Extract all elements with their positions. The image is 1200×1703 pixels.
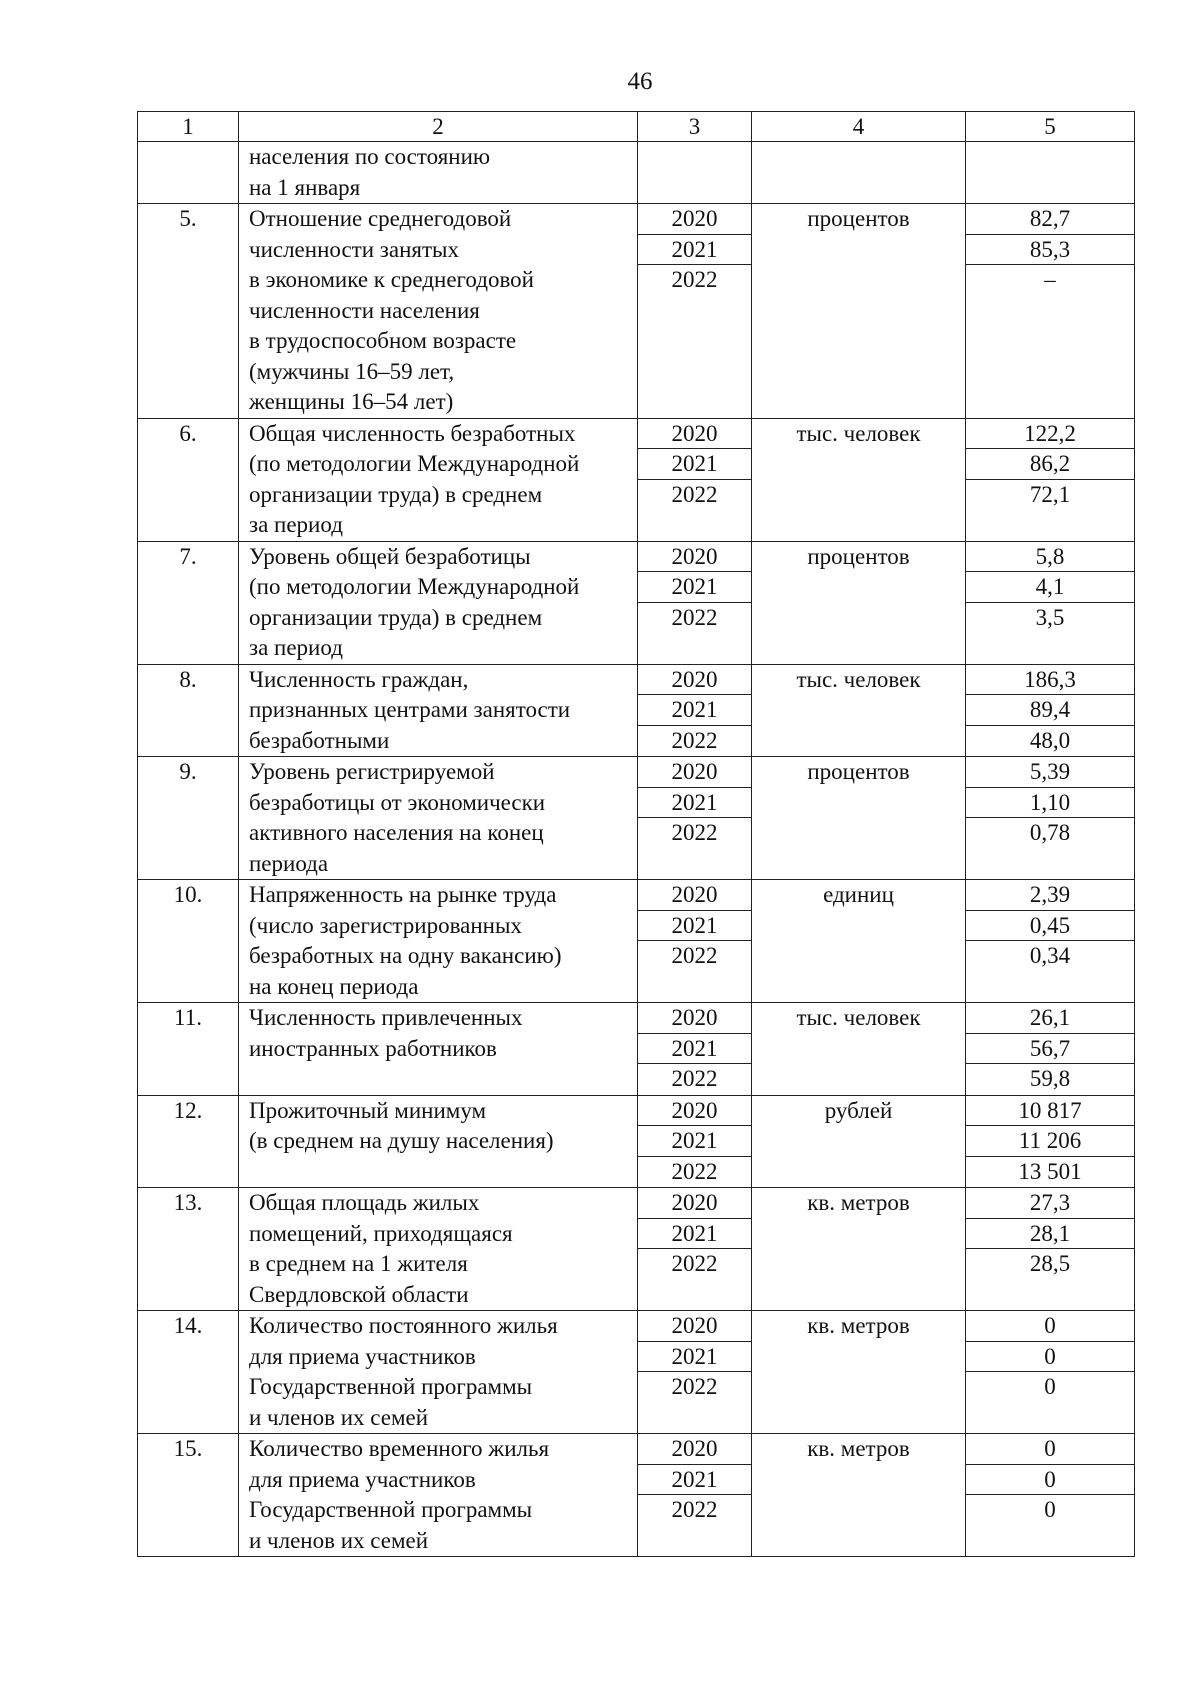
row-number: 5. xyxy=(138,204,239,419)
value: 0,78 xyxy=(1029,820,1071,845)
description-line: (по методологии Международной xyxy=(249,451,580,476)
year-cell xyxy=(638,541,752,664)
indicator-row xyxy=(138,880,1135,1003)
year: 2021 xyxy=(638,1465,751,1496)
year: 2020 xyxy=(638,1311,751,1342)
year: 2021 xyxy=(638,695,751,726)
value: 56,7 xyxy=(966,1034,1134,1065)
description-line: Уровень общей безработицы xyxy=(249,543,531,569)
year-cell xyxy=(638,1311,752,1434)
year: 2021 xyxy=(638,788,751,819)
indicator-row xyxy=(138,204,1135,419)
value: 28,5 xyxy=(1029,1251,1071,1276)
unit: кв. метров xyxy=(752,1434,966,1557)
description-line: организации труда) в среднем xyxy=(249,604,543,630)
description-line: (по методологии Международной xyxy=(249,574,580,599)
year: 2021 xyxy=(638,1126,751,1157)
year: 2020 xyxy=(638,665,751,696)
unit: кв. метров xyxy=(752,1311,966,1434)
page-number: 46 xyxy=(627,68,653,95)
value: 122,2 xyxy=(966,419,1134,450)
row-number: 6. xyxy=(138,418,239,541)
value-cell xyxy=(966,1095,1135,1188)
description-line: Уровень регистрируемой xyxy=(249,759,495,784)
description-line: (в среднем на душу населения) xyxy=(249,1128,554,1153)
row-number: 11. xyxy=(138,1003,239,1096)
year: 2022 xyxy=(671,727,718,753)
unit: тыс. человек xyxy=(752,418,966,541)
value-cell xyxy=(966,1188,1135,1311)
indicator-row xyxy=(138,1434,1135,1557)
description-line: для приема участников xyxy=(249,1466,476,1492)
value: 5,8 xyxy=(966,542,1134,573)
value: 13 501 xyxy=(1018,1158,1082,1184)
year: 2020 xyxy=(638,204,751,235)
description-line: Численность привлеченных xyxy=(249,1005,523,1030)
description-line: (число зарегистрированных xyxy=(249,912,522,938)
year-cell xyxy=(638,1434,752,1557)
year: 2020 xyxy=(638,1434,751,1465)
indicator-row xyxy=(138,757,1135,880)
description-line: организации труда) в среднем xyxy=(249,481,543,507)
value: 72,1 xyxy=(1029,481,1071,507)
description-line: Численность граждан, xyxy=(249,666,469,692)
indicator-row xyxy=(138,664,1135,757)
year: 2020 xyxy=(638,880,751,911)
indicator-row xyxy=(138,1003,1135,1096)
description-line: Количество временного жилья xyxy=(249,1436,550,1461)
indicator-row xyxy=(138,1188,1135,1311)
column-number: 3 xyxy=(638,112,752,142)
value: 1,10 xyxy=(966,788,1134,819)
value: 0,45 xyxy=(966,911,1134,942)
value: 0 xyxy=(1044,1497,1056,1522)
description-line: населения по состоянию xyxy=(249,144,491,169)
value: 186,3 xyxy=(966,665,1134,696)
year: 2020 xyxy=(638,1188,751,1219)
row-number: 8. xyxy=(138,664,239,757)
value: 48,0 xyxy=(1029,727,1071,753)
row-number: 10. xyxy=(138,880,239,1003)
year: 2021 xyxy=(638,1034,751,1065)
year-cell xyxy=(638,204,752,419)
value-cell xyxy=(966,418,1135,541)
value-cell xyxy=(966,1003,1135,1096)
value: 27,3 xyxy=(966,1188,1134,1219)
value: 4,1 xyxy=(966,572,1134,603)
year: 2020 xyxy=(638,757,751,788)
unit: тыс. человек xyxy=(752,1003,966,1096)
description-line: Количество постоянного жилья xyxy=(249,1313,558,1338)
unit: единиц xyxy=(752,880,966,1003)
year: 2022 xyxy=(671,1497,718,1522)
value: 26,1 xyxy=(966,1003,1134,1034)
unit-cell xyxy=(752,142,966,204)
value: 59,8 xyxy=(1029,1066,1071,1091)
value: 0 xyxy=(1044,1374,1056,1399)
value: 85,3 xyxy=(966,235,1134,266)
value-cell xyxy=(966,1311,1135,1434)
year: 2021 xyxy=(638,235,751,266)
year-cell xyxy=(638,664,752,757)
indicator-description xyxy=(239,1095,638,1188)
value: 0 xyxy=(966,1342,1134,1373)
description-line: безработных на одну вакансию) xyxy=(249,943,562,968)
description-line: Отношение среднегодовой xyxy=(249,206,512,231)
description-line: на 1 января xyxy=(249,174,361,200)
value-cell xyxy=(966,142,1135,204)
indicator-description xyxy=(239,664,638,757)
unit: тыс. человек xyxy=(752,664,966,757)
value: 11 206 xyxy=(966,1126,1134,1157)
year: 2022 xyxy=(671,1158,718,1184)
description-line: в трудоспособном возрасте xyxy=(249,328,517,353)
value-cell xyxy=(966,880,1135,1003)
year: 2020 xyxy=(638,419,751,450)
indicator-description xyxy=(239,757,638,880)
indicator-description xyxy=(239,1188,638,1311)
year: 2022 xyxy=(671,481,718,507)
description-line: численности населения xyxy=(249,297,480,323)
row-number: 9. xyxy=(138,757,239,880)
row-number: 7. xyxy=(138,541,239,664)
year-cell xyxy=(638,880,752,1003)
description-line: численности занятых xyxy=(249,236,459,262)
year: 2022 xyxy=(671,267,718,292)
row-number: 14. xyxy=(138,1311,239,1434)
indicator-description xyxy=(239,418,638,541)
unit: процентов xyxy=(752,204,966,419)
description-line: признанных центрами занятости xyxy=(249,697,571,722)
value-cell xyxy=(966,664,1135,757)
year-cell xyxy=(638,1003,752,1096)
value: 0,34 xyxy=(1029,943,1071,968)
unit: рублей xyxy=(752,1095,966,1188)
value-cell xyxy=(966,541,1135,664)
description-line: безработными xyxy=(249,727,390,753)
description-line: активного населения на конец xyxy=(249,820,544,845)
year-cell xyxy=(638,418,752,541)
description-line: безработицы от экономически xyxy=(249,789,546,815)
description-line: за период xyxy=(249,635,343,660)
value-cell xyxy=(966,757,1135,880)
description-line: Свердловской области xyxy=(249,1281,469,1307)
value: 2,39 xyxy=(966,880,1134,911)
indicator-description xyxy=(239,204,638,419)
column-number: 2 xyxy=(239,112,638,142)
indicator-description xyxy=(239,142,638,204)
row-number: 13. xyxy=(138,1188,239,1311)
year: 2022 xyxy=(671,1251,718,1276)
year-cell xyxy=(638,1188,752,1311)
value: 0 xyxy=(966,1465,1134,1496)
indicator-description xyxy=(239,1311,638,1434)
value: 0 xyxy=(966,1311,1134,1342)
description-line: Напряженность на рынке труда xyxy=(249,882,557,907)
unit: процентов xyxy=(752,541,966,664)
description-line: за период xyxy=(249,512,343,537)
year: 2022 xyxy=(671,604,718,630)
description-line: Общая площадь жилых xyxy=(249,1190,480,1215)
indicator-description xyxy=(239,541,638,664)
continuation-row xyxy=(138,142,1135,204)
year: 2020 xyxy=(638,542,751,573)
value: 10 817 xyxy=(966,1096,1134,1127)
year-cell xyxy=(638,142,752,204)
year: 2021 xyxy=(638,911,751,942)
value: 0 xyxy=(966,1434,1134,1465)
description-line: и членов их семей xyxy=(249,1527,429,1553)
description-line: помещений, приходящаяся xyxy=(249,1220,513,1246)
description-line: Общая численность безработных xyxy=(249,420,576,446)
indicators-table xyxy=(137,111,1135,1557)
column-number-row xyxy=(138,112,1135,142)
year: 2021 xyxy=(638,1342,751,1373)
unit: процентов xyxy=(752,757,966,880)
year-cell xyxy=(638,1095,752,1188)
indicator-description xyxy=(239,880,638,1003)
description-line: Государственной программы xyxy=(249,1497,533,1522)
column-number: 5 xyxy=(966,112,1135,142)
value: 5,39 xyxy=(966,757,1134,788)
value-cell xyxy=(966,1434,1135,1557)
year: 2022 xyxy=(671,1066,718,1091)
year-cell xyxy=(638,757,752,880)
column-number: 4 xyxy=(752,112,966,142)
value: 86,2 xyxy=(966,449,1134,480)
year: 2021 xyxy=(638,572,751,603)
row-number: 15. xyxy=(138,1434,239,1557)
description-line: иностранных работников xyxy=(249,1035,497,1061)
indicator-description xyxy=(239,1003,638,1096)
value-cell xyxy=(966,204,1135,419)
description-line: на конец периода xyxy=(249,973,419,999)
description-line: для приема участников xyxy=(249,1343,476,1369)
year: 2020 xyxy=(638,1096,751,1127)
description-line: в экономике к среднегодовой xyxy=(249,267,534,292)
description-line: женщины 16–54 лет) xyxy=(249,389,454,414)
unit: кв. метров xyxy=(752,1188,966,1311)
indicator-row xyxy=(138,1311,1135,1434)
year: 2022 xyxy=(671,820,718,845)
year: 2021 xyxy=(638,1219,751,1250)
description-line: в среднем на 1 жителя xyxy=(249,1251,468,1276)
value: 28,1 xyxy=(966,1219,1134,1250)
indicator-row xyxy=(138,541,1135,664)
year: 2021 xyxy=(638,449,751,480)
year: 2020 xyxy=(638,1003,751,1034)
row-number: 12. xyxy=(138,1095,239,1188)
description-line: Прожиточный минимум xyxy=(249,1097,487,1123)
value: 3,5 xyxy=(1035,604,1065,630)
indicator-row xyxy=(138,418,1135,541)
indicator-row xyxy=(138,1095,1135,1188)
description-line: периода xyxy=(249,850,329,876)
column-number: 1 xyxy=(138,112,239,142)
value: 82,7 xyxy=(966,204,1134,235)
description-line: (мужчины 16–59 лет, xyxy=(249,358,455,384)
year: 2022 xyxy=(671,1374,718,1399)
description-line: Государственной программы xyxy=(249,1374,533,1399)
indicator-description xyxy=(239,1434,638,1557)
description-line: и членов их семей xyxy=(249,1404,429,1430)
year: 2022 xyxy=(671,943,718,968)
row-number-cell xyxy=(138,142,239,204)
value: – xyxy=(1044,267,1056,292)
value: 89,4 xyxy=(966,695,1134,726)
